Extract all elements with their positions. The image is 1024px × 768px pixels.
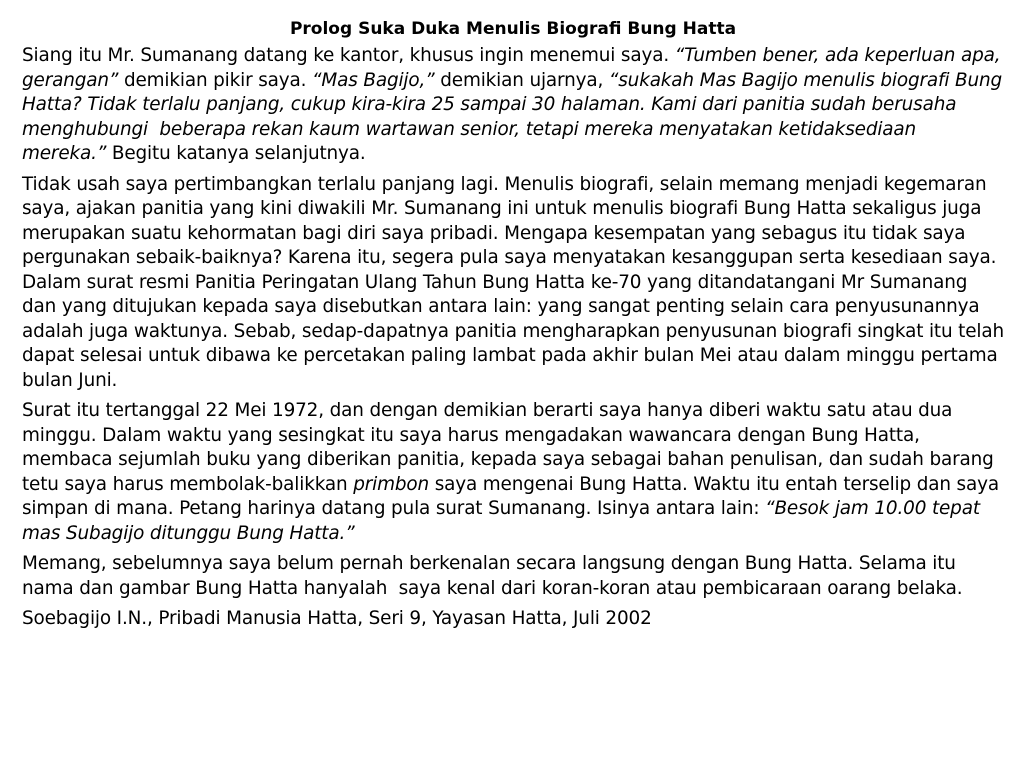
italic-word: primbon: [353, 473, 429, 495]
text-run: Memang, sebelumnya saya belum pernah berkenalan secara langsung dengan Bung Hatta. Selama itu nama dan gambar Bung Hatta hanyalah saya kenal dari koran-koran atau pembicaraan oarang belaka.: [22, 553, 963, 599]
paragraph-4: [22, 552, 1004, 601]
italic-quote: “Besok jam 10.00 tepat mas Subagijo ditunggu Bung Hatta.”: [22, 498, 986, 544]
source-citation: Soebagijo I.N., Pribadi Manusia Hatta, Seri 9, Yayasan Hatta, Juli 2002: [22, 608, 652, 629]
italic-quote: “sukakah Mas Bagijo menulis biografi Bung Hatta? Tidak terlalu panjang, cukup kira-kira 25 sampai 30 halaman. Kami dari panitia sudah berusaha menghubungi beberapa rekan kaum wartawan senior, tetapi mereka menyatakan ketidaksediaan mereka.”: [22, 69, 1008, 164]
text-run: Surat itu tertanggal 22 Mei 1972, dan dengan demikian berarti saya hanya diberi waktu satu atau dua minggu. Dalam waktu yang sesingkat itu saya harus mengadakan wawancara dengan Bung Hatta, membaca sejumlah buku yang diberikan panitia, kepada saya sebagai bahan penulisan, dan sudah barang tetu saya harus membolak-balikkan: [22, 400, 1000, 495]
paragraph-2: [22, 173, 1010, 394]
paragraph-1: [22, 44, 1008, 167]
italic-quote: “Mas Bagijo,”: [312, 69, 435, 91]
italic-quote: “Tumben bener, ada keperluan apa, gerangan”: [22, 45, 1007, 91]
page-title: Prolog Suka Duka Menulis Biografi Bung Hatta: [289, 19, 737, 39]
slide: [22, 16, 1010, 756]
text-run: Tidak usah saya pertimbangkan terlalu panjang lagi. Menulis biografi, selain memang menjadi kegemaran saya, ajakan panitia yang kini diwakili Mr. Sumanang ini untuk menulis biografi Bung Hatta sekaligus juga merupakan suatu kehormatan bagi diri saya pribadi. Mengapa kesempatan yang sebagus itu tidak saya pergunakan sebaik-baiknya? Karena itu, segera pula saya menyatakan kesanggupan serta kesediaan saya. Dalam surat resmi Panitia Peringatan Ulang Tahun Bung Hatta ke-70 yang ditandatangani Mr Sumanang dan yang ditujukan kepada saya disebutkan antara lain: yang sangat penting selain cara penyusunannya adalah juga waktunya. Sebab, sedap-dapatnya panitia mengharapkan penyusunan biografi singkat itu telah dapat selesai untuk dibawa ke percetakan paling lambat pada akhir bulan Mei atau dalam minggu pertama bulan Juni.: [22, 173, 1010, 391]
text-run: Siang itu Mr. Sumanang datang ke kantor, khusus ingin menemui saya.: [22, 45, 675, 66]
paragraph-3: [22, 399, 1004, 546]
text-run: demikian pikir saya.: [118, 69, 313, 91]
text-run: demikian ujarnya,: [434, 69, 609, 91]
text-run: saya mengenai Bung Hatta. Waktu itu entah terselip dan saya simpan di mana. Petang harinya datang pula surat Sumanang. Isinya antara lain:: [22, 473, 1005, 519]
text-run: Begitu katanya selanjutnya.: [106, 143, 366, 164]
